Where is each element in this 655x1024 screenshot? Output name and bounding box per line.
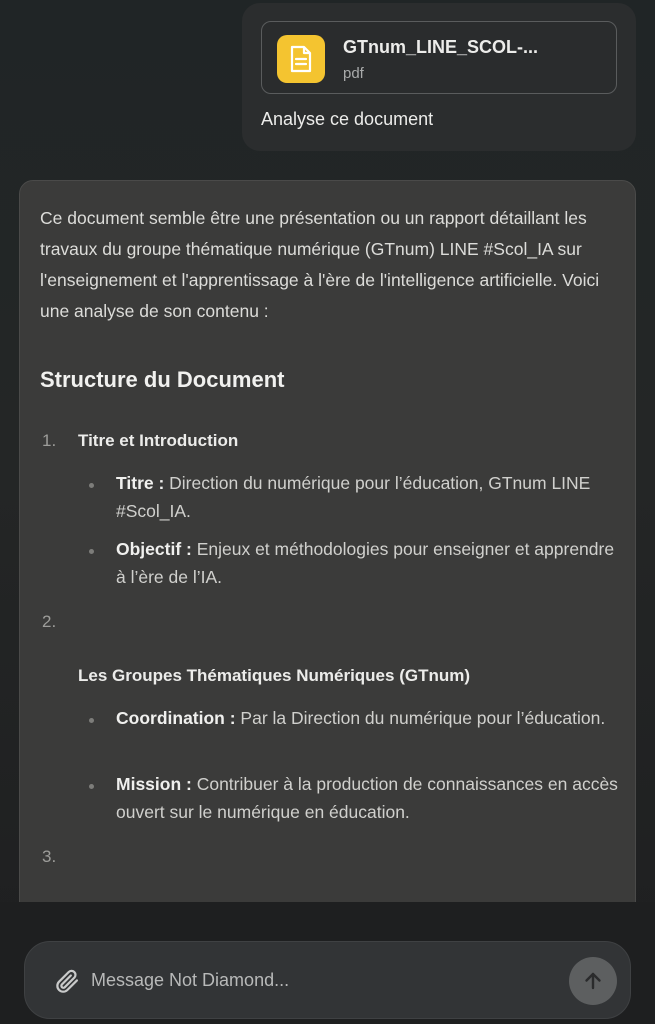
section-heading: Structure du Document (40, 367, 285, 392)
assistant-message-bubble (19, 180, 636, 940)
sub-item-text: Enjeux et méthodologies pour enseigner et apprendre à l’ère de l’IA. (116, 539, 615, 587)
list-item-title: Titre et Introduction (78, 431, 239, 450)
bullet-dot (89, 483, 94, 488)
bullet-dot (89, 718, 94, 723)
bullet-dot (89, 549, 94, 554)
assistant-intro: Ce document semble être une présentation ou un rapport détaillant les travaux du groupe thématique numérique (GTnum) LINE #Scol_IA sur l'enseignement et l'apprentissage à l'ère de l'intelligence artificielle. Voici une analyse de son contenu : (40, 208, 600, 321)
list-item-number: 1. (42, 431, 57, 450)
attachment-card[interactable] (261, 21, 617, 94)
paperclip-icon[interactable] (53, 967, 81, 1000)
list-sub-item (116, 535, 626, 591)
send-button[interactable] (569, 957, 617, 1005)
user-message-bubble (242, 3, 636, 151)
sub-item-label: Titre : (116, 473, 165, 493)
message-composer (24, 941, 631, 1019)
list-item-title: Les Groupes Thématiques Numériques (GTnum) (78, 666, 471, 685)
arrow-up-icon (581, 969, 605, 993)
list-sub-item (116, 770, 626, 826)
message-input[interactable] (91, 956, 551, 1004)
sub-item-label: Objectif : (116, 539, 192, 559)
sub-item-label: Mission : (116, 774, 192, 794)
document-icon (277, 35, 325, 83)
sub-item-label: Coordination : (116, 708, 236, 728)
bullet-dot (89, 784, 94, 789)
sub-item-text: Contribuer à la production de connaissances en accès ouvert sur le numérique en éducation. (116, 774, 618, 822)
attachment-file-type: pdf (343, 65, 364, 82)
sub-item-text: Par la Direction du numérique pour l’éducation. (235, 708, 606, 728)
attachment-file-name: GTnum_LINE_SCOL-... (343, 37, 539, 57)
list-item-number: 3. (42, 847, 57, 866)
user-message-text: Analyse ce document (261, 109, 434, 129)
list-sub-item (116, 704, 626, 732)
list-sub-item (116, 469, 626, 525)
list-item-number: 2. (42, 612, 57, 631)
sub-item-text: Direction du numérique pour l’éducation, GTnum LINE #Scol_IA. (116, 473, 591, 521)
